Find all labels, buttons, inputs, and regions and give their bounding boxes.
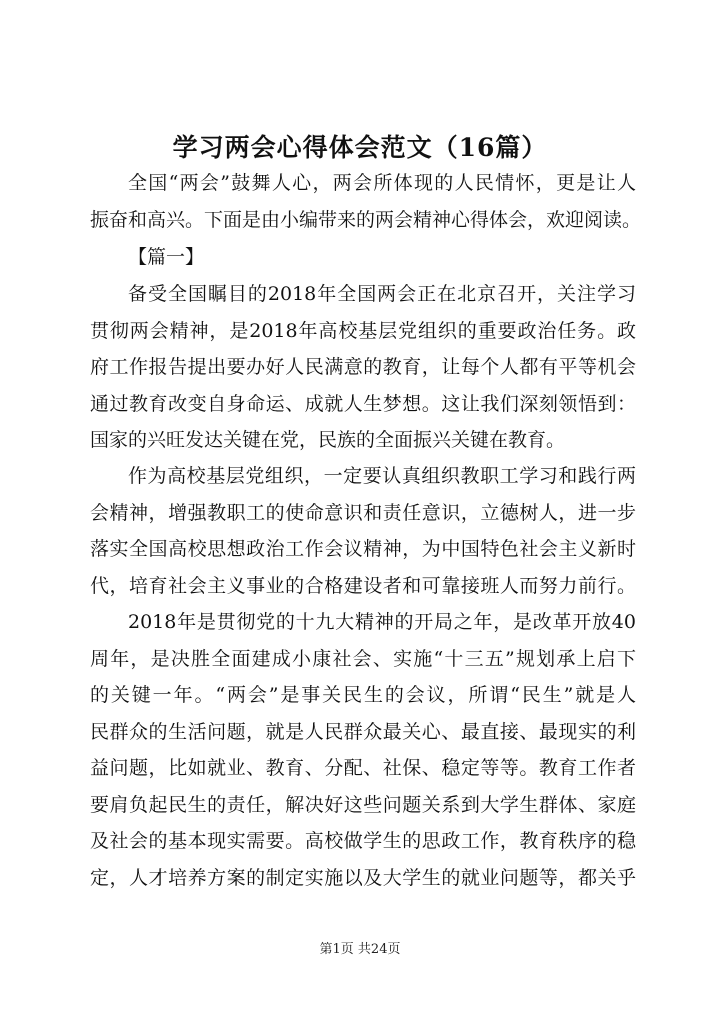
text-line: 及社会的基本现实需要。高校做学生的思政工作，教育秩序的稳: [90, 830, 636, 852]
text-line: 益问题，比如就业、教育、分配、社保、稳定等等。教育工作者: [90, 757, 636, 779]
text-line: 会精神，增强教职工的使命意识和责任意识，立德树人，进一步: [90, 501, 636, 524]
paragraph-body: [90, 276, 636, 459]
paragraph-body: [90, 458, 636, 604]
text-line: 2018年是贯彻党的十九大精神的开局之年，是改革开放40: [128, 611, 636, 633]
text-line: 【篇一】: [128, 246, 205, 268]
text-line: 全国“两会”鼓舞人心，两会所体现的人民情怀，更是让人: [128, 172, 636, 194]
page-title: 学习两会心得体会范文（16篇）: [172, 133, 548, 162]
text-line: 贯彻两会精神，是2018年高校基层党组织的重要政治任务。政: [90, 319, 636, 342]
text-line: 周年，是决胜全面建成小康社会、实施“十三五”规划承上启下: [90, 647, 636, 670]
paragraph-body: [90, 604, 636, 896]
page-number: 第1页 共24页: [319, 942, 401, 957]
text-line: 作为高校基层党组织，一定要认真组织教职工学习和践行两: [128, 465, 636, 487]
text-line: 的关键一年。“两会”是事关民生的会议，所谓“民生”就是人: [90, 684, 636, 706]
text-line: 通过教育改变自身命运、成就人生梦想。这让我们深刻领悟到：: [90, 392, 636, 415]
text-line: 府工作报告提出要办好人民满意的教育，让每个人都有平等机会: [90, 356, 636, 378]
text-line: 落实全国高校思想政治工作会议精神，为中国特色社会主义新时: [90, 538, 636, 560]
text-line: 代，培育社会主义事业的合格建设者和可靠接班人而努力前行。: [90, 574, 636, 597]
text-line: 备受全国瞩目的2018年全国两会正在北京召开，关注学习: [128, 283, 636, 305]
paragraph-intro: [90, 165, 642, 238]
text-line: 民群众的生活问题，就是人民群众最关心、最直接、最现实的利: [90, 720, 636, 743]
text-line: 定，人才培养方案的制定实施以及大学生的就业问题等，都关乎: [90, 866, 636, 889]
text-line: 振奋和高兴。下面是由小编带来的两会精神心得体会，欢迎阅读。: [90, 208, 642, 231]
section-heading: [90, 239, 636, 276]
text-line: 国家的兴旺发达关键在党，民族的全面振兴关键在教育。: [90, 429, 566, 451]
text-line: 要肩负起民生的责任，解决好这些问题关系到大学生群体、家庭: [90, 793, 636, 816]
